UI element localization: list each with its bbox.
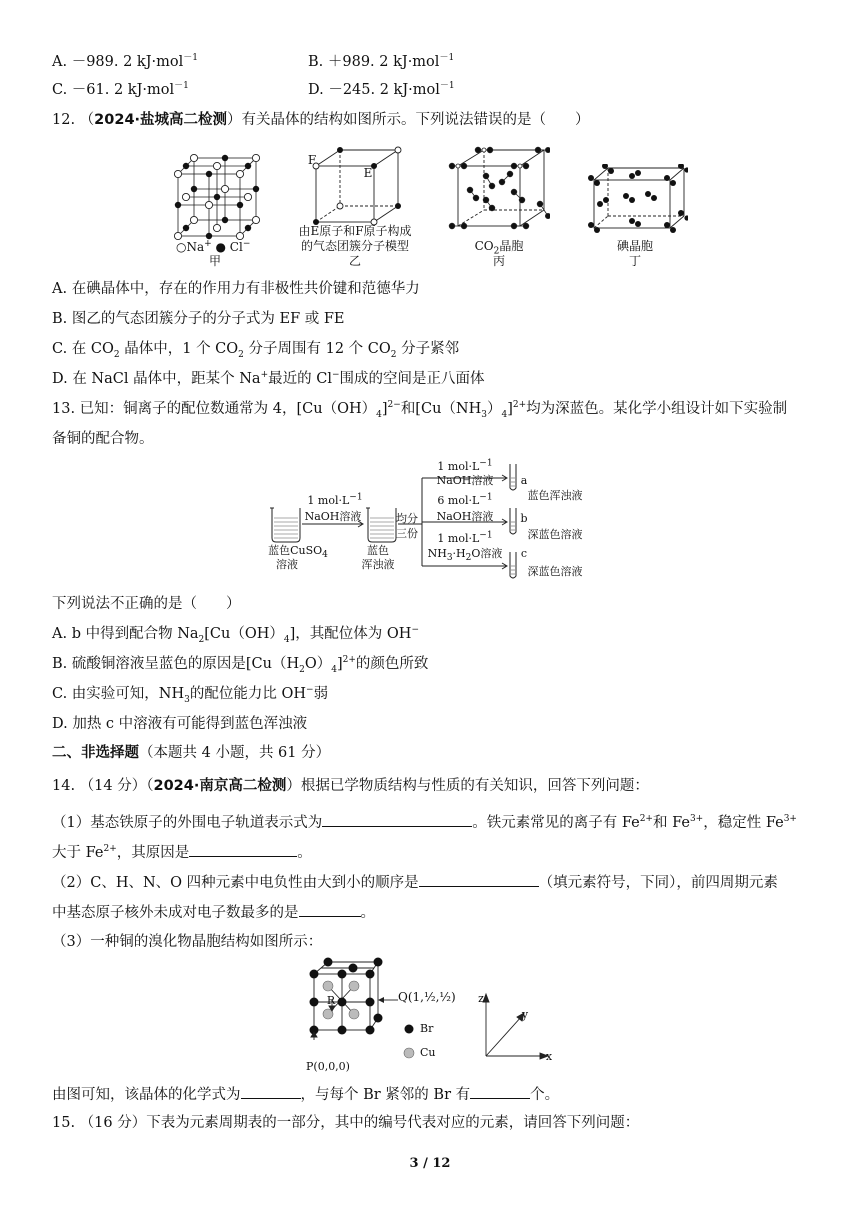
- q11-option-a: A. －989. 2 kJ·mol$^{-1}$: [52, 53, 198, 70]
- branch-a-tag: a: [520, 474, 528, 487]
- axis-label-z: z: [478, 992, 484, 1005]
- branch-a-name: NaOH溶液: [436, 474, 494, 487]
- q13-option-c: C. 由实验可知，$NH_3$的配位能力比 OH−弱: [52, 685, 329, 705]
- q13-prompt: 下列说法不正确的是（ ）: [52, 596, 241, 612]
- split-label-2: 三份: [396, 527, 418, 540]
- branch-b-conc: 6 $mol\cdot L^{-1}$: [437, 492, 493, 507]
- branch-b-tag: b: [520, 512, 528, 525]
- reagent1-name: NaOH溶液: [304, 510, 362, 523]
- axis-label-y: y: [521, 1008, 529, 1021]
- origin-label-p: P(0,0,0): [306, 1060, 350, 1073]
- branch-c-conc: 1 $mol\cdot L^{-1}$: [437, 530, 493, 545]
- co2-caption: $CO_2$晶胞: [474, 239, 524, 257]
- q13-stem-line2: 备铜的配合物。: [52, 431, 154, 447]
- branch-b-name: NaOH溶液: [436, 510, 494, 523]
- q14-part1-line1: （1）基态铁原子的外围电子轨道表示式为 。铁元素常见的离子有 $Fe^{2+}$和 $Fe^{3+}$，稳定性 $Fe^{3+}$: [52, 812, 797, 833]
- q13-stem-line1: 13. 已知：铜离子的配位数通常为 4，$[Cu(OH)_4]^{2-}$和$[Cu(NH_3)_4]^{2+}$均为深蓝色。某化学小组设计如下实验制: [52, 400, 788, 420]
- legend-cu: Cu: [420, 1046, 436, 1059]
- fig-label-jia: 甲: [208, 254, 221, 268]
- q14-part2-line2: 中基态原子核外未成对电子数最多的是 。: [52, 902, 375, 923]
- q15-stem: 15. （16 分）下表为元素周期表的一部分，其中的编号代表对应的元素，请回答下列问题：: [52, 1115, 640, 1131]
- q12-option-d: D. 在 NaCl 晶体中，距某个 Na+最近的 Cl−围成的空间是正八面体: [52, 370, 485, 387]
- q12-option-c: C. 在 $CO_2$ 晶体中，1 个 $CO_2$ 分子周围有 12 个 $CO_2$ 分子紧邻: [52, 341, 460, 360]
- nacl-crystal-figure: [170, 152, 262, 242]
- section2-heading: 二、非选择题（本题共 4 小题，共 61 分）: [52, 745, 331, 761]
- beaker2-label-2: 浑浊液: [361, 558, 395, 571]
- q14-part3-question: 由图可知，该晶体的化学式为 ，与每个 Br 紧邻的 Br 有 个。: [52, 1084, 559, 1105]
- q14-part1-line2: 大于 $Fe^{2+}$，其原因是 。: [52, 842, 312, 863]
- q12-option-a: A. 在碘晶体中，存在的作用力有非极性共价键和范德华力: [52, 281, 420, 297]
- branch-c-name: $NH_3\cdot H_2O$溶液: [427, 547, 503, 564]
- q13-option-b: B. 硫酸铜溶液呈蓝色的原因是$[Cu(H_2O)_4]^{2+}$的颜色所致: [52, 655, 429, 675]
- q14-part3-intro: （3）一种铜的溴化物晶胞结构如图所示：: [52, 934, 323, 950]
- fig-label-bing: 丙: [492, 254, 505, 268]
- beaker1-label-1: 蓝色CuSO$_4$: [268, 544, 328, 561]
- q12-option-b: B. 图乙的气态团簇分子的分子式为 EF 或 FE: [52, 311, 345, 327]
- q11-option-d: D. －245. 2 kJ·mol$^{-1}$: [308, 81, 455, 98]
- split-label-1: 均分: [396, 512, 418, 525]
- page-number: 3 / 12: [409, 1156, 451, 1171]
- branch-c-tag: c: [520, 547, 528, 560]
- q-pointer-arrow: [378, 994, 400, 1006]
- q14-stem: 14. （14 分）（2024·南京高二检测）根据已学物质结构与性质的有关知识，回答下列问题：: [52, 778, 649, 794]
- atom-label-r: R: [326, 994, 336, 1007]
- nacl-legend: ○Na+ ● Cl−: [176, 239, 251, 254]
- q13-option-d: D. 加热 c 中溶液有可能得到蓝色浑浊液: [52, 716, 308, 732]
- q14-part2-line1: （2）C、H、N、O 四种元素中电负性由大到小的顺序是 （填元素符号，下同），前四周期元素: [52, 872, 778, 893]
- q12-stem: 12. （2024·盐城高二检测）有关晶体的结构如图所示。下列说法错误的是（ ）: [52, 112, 590, 128]
- branch-a-conc: 1 $mol\cdot L^{-1}$: [437, 458, 493, 473]
- beaker1-label-2: 溶液: [276, 558, 298, 571]
- cubr-cell-figure: [306, 956, 386, 1046]
- fig-label-ding: 丁: [628, 254, 641, 268]
- atom-label-q: Q(1,½,½): [398, 990, 456, 1004]
- q11-option-b: B. ＋989. 2 kJ·mol$^{-1}$: [308, 53, 455, 70]
- iodine-caption: 碘晶胞: [616, 239, 653, 253]
- co2-cell-figure: [448, 146, 550, 230]
- iodine-cell-figure: [588, 164, 688, 234]
- axis-label-x: x: [545, 1050, 553, 1063]
- branch-a-result: 蓝色浑浊液: [527, 489, 583, 502]
- beaker2-label-1: 蓝色: [367, 544, 389, 557]
- ef-caption-1: 由E原子和F原子构成: [298, 224, 412, 238]
- legend-br: Br: [420, 1022, 434, 1035]
- reagent1-conc: 1 $mol\cdot L^{-1}$: [307, 492, 363, 507]
- branch-b-result: 深蓝色溶液: [527, 528, 583, 541]
- atom-label-e: E: [363, 166, 373, 180]
- atom-label-f: F: [307, 153, 317, 167]
- q11-option-c: C. －61. 2 kJ·mol$^{-1}$: [52, 81, 189, 98]
- ef-caption-2: 的气态团簇分子模型: [300, 239, 409, 253]
- legend-markers: [402, 1022, 416, 1066]
- q13-option-a: A. b 中得到配合物 $Na_2[Cu(OH)_4]$，其配位体为 OH−: [52, 625, 419, 645]
- branch-c-result: 深蓝色溶液: [527, 565, 583, 578]
- fig-label-yi: 乙: [348, 254, 361, 268]
